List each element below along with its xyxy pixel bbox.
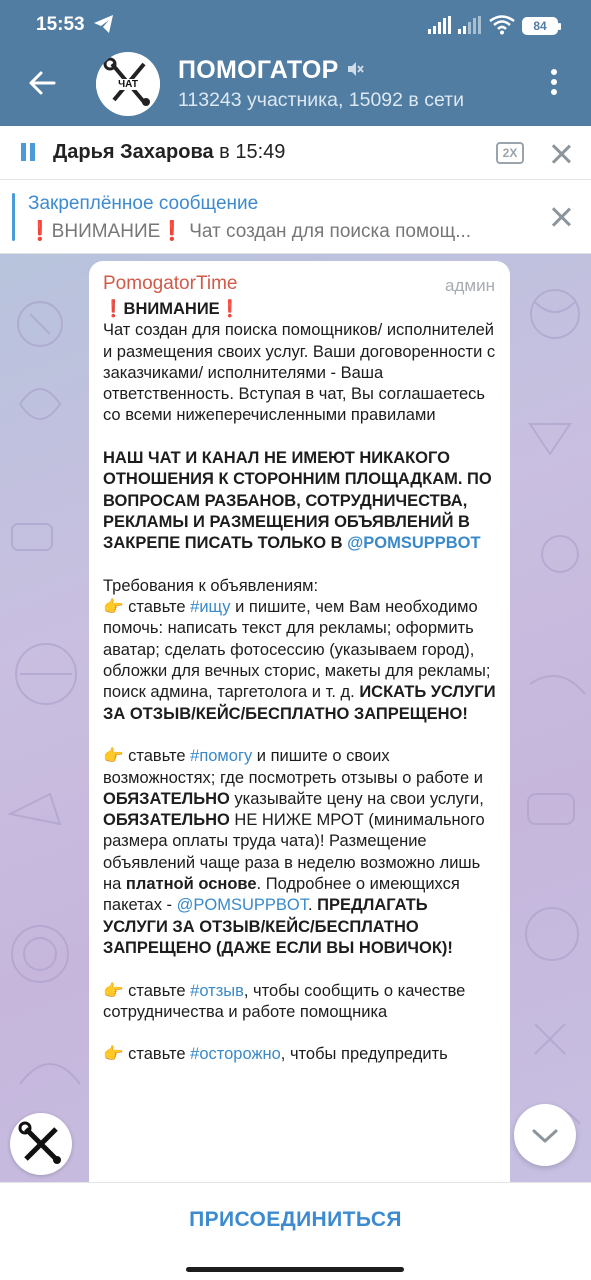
bot-link[interactable]: @POMSUPPBOT [347, 534, 481, 553]
close-pinned-icon[interactable] [550, 206, 572, 228]
back-arrow-icon[interactable] [26, 67, 58, 99]
close-player-icon[interactable] [550, 143, 572, 165]
admin-badge: админ [445, 276, 495, 295]
playback-speed-button[interactable]: 2X [496, 142, 524, 164]
hashtag-otzyv[interactable]: #отзыв [190, 981, 244, 1000]
player-time: в 15:49 [219, 141, 286, 163]
scroll-down-button[interactable] [514, 1104, 576, 1166]
exclamation-icon: ❗ [219, 300, 241, 318]
join-button-label: ПРИСОЕДИНИТЬСЯ [189, 1208, 402, 1231]
chat-subtitle: 113243 участника, 15092 в сети [178, 89, 464, 111]
signal-icon-2 [458, 16, 482, 34]
bot-link-2[interactable]: @POMSUPPBOT [176, 896, 308, 915]
hashtag-ishchu[interactable]: #ищу [190, 598, 231, 617]
rule-search: 👉 ставьте #ищу и пишите, чем Вам необходимо помочь: написать текст для рекламы; оформить аватар; сделать фотосессию (указываем город), обложки для вечных сторис, макеты для рекламы; поиск админа, таргетолога и т. д. ИСКАТЬ УСЛУГИ ЗА ОТЗЫВ/КЕЙС/БЕСПЛАТНО ЗАПРЕЩЕНО! [103, 598, 496, 723]
sender-avatar[interactable] [10, 1113, 72, 1175]
message-sender[interactable]: PomogatorTime [103, 273, 238, 294]
wifi-icon [489, 15, 515, 35]
chat-title[interactable]: ПОМОГАТОР [178, 56, 339, 84]
pointing-hand-icon: 👉 [103, 747, 124, 766]
chevron-down-icon [514, 1104, 576, 1166]
message-bubble[interactable] [89, 261, 510, 1182]
mute-icon [346, 60, 364, 78]
player-title [53, 141, 285, 164]
rule-warning: 👉 ставьте #осторожно, чтобы предупредить [103, 1045, 448, 1064]
message-attention: ❗ВНИМАНИЕ❗ [103, 300, 241, 318]
exclamation-icon: ❗ [103, 300, 124, 318]
pointing-hand-icon: 👉 [103, 598, 124, 617]
pointing-hand-icon: 👉 [103, 981, 124, 1000]
rule-review: 👉 ставьте #отзыв, чтобы сообщить о качестве сотрудничества и работе помощника [103, 981, 466, 1021]
join-button[interactable] [0, 1182, 591, 1256]
chat-header [0, 0, 591, 126]
battery-icon: 84 [522, 17, 558, 35]
chat-background [0, 254, 591, 1182]
hashtag-pomogu[interactable]: #помогу [190, 747, 253, 766]
more-menu-icon[interactable] [544, 66, 564, 100]
pinned-accent-bar [12, 193, 15, 241]
home-indicator[interactable] [186, 1267, 404, 1272]
status-time: 15:53 [36, 14, 85, 35]
rule-offer: 👉 ставьте #помогу и пишите о своих возможностях; где посмотреть отзывы о работе и ОБЯЗАТЕЛЬНО указывайте цену на свои услуги, ОБЯЗАТЕЛЬНО НЕ НИЖЕ МРОТ (минимального размера оплаты труда чата)! Размещение объявлений чаще раза в неделю возможно лишь на платной основе. Подробнее о имеющихся пакетах - @POMSUPPBOT. ПРЕДЛАГАТЬ УСЛУГИ ЗА ОТЗЫВ/КЕЙС/БЕСПЛАТНО ЗАПРЕЩЕНО (ДАЖЕ ЕСЛИ ВЫ НОВИЧОК)! [103, 747, 485, 957]
message-intro: Чат создан для поиска помощников/ исполнителей и размещения своих услуг. Ваши договоренности с заказчиками/ исполнителями - Ваша ответственность. Вступая в чат, Вы соглашаетесь со всеми нижеперечисленными правилами [103, 321, 496, 425]
pinned-message[interactable] [0, 181, 591, 254]
telegram-icon [93, 14, 115, 34]
status-bar [0, 0, 591, 48]
pinned-text: ❗ВНИМАНИЕ❗ Чат создан для поиска помощ... [28, 221, 472, 242]
message-caps-notice: НАШ ЧАТ И КАНАЛ НЕ ИМЕЮТ НИКАКОГО ОТНОШЕНИЯ К СТОРОННИМ ПЛОЩАДКАМ. ПО ВОПРОСАМ РАЗБАНОВ, СОТРУДНИЧЕСТВА, РЕКЛАМЫ И РАЗМЕЩЕНИЯ ОБЪЯВЛЕНИЙ В ЗАКРЕПЕ ПИСАТЬ ТОЛЬКО В @POMSUPPBOT [103, 449, 492, 553]
requirements-title: Требования к объявлениям: [103, 576, 319, 595]
pause-icon[interactable] [20, 143, 36, 161]
hashtag-ostorozhno[interactable]: #осторожно [190, 1045, 281, 1064]
chat-avatar[interactable] [96, 52, 160, 116]
player-author: Дарья Захарова [53, 141, 214, 163]
avatar-label: ЧАТ [96, 79, 160, 90]
pointing-hand-icon: 👉 [103, 1045, 124, 1064]
tools-icon [10, 1113, 72, 1175]
signal-icon [428, 16, 452, 34]
pinned-title: Закреплённое сообщение [28, 193, 259, 214]
